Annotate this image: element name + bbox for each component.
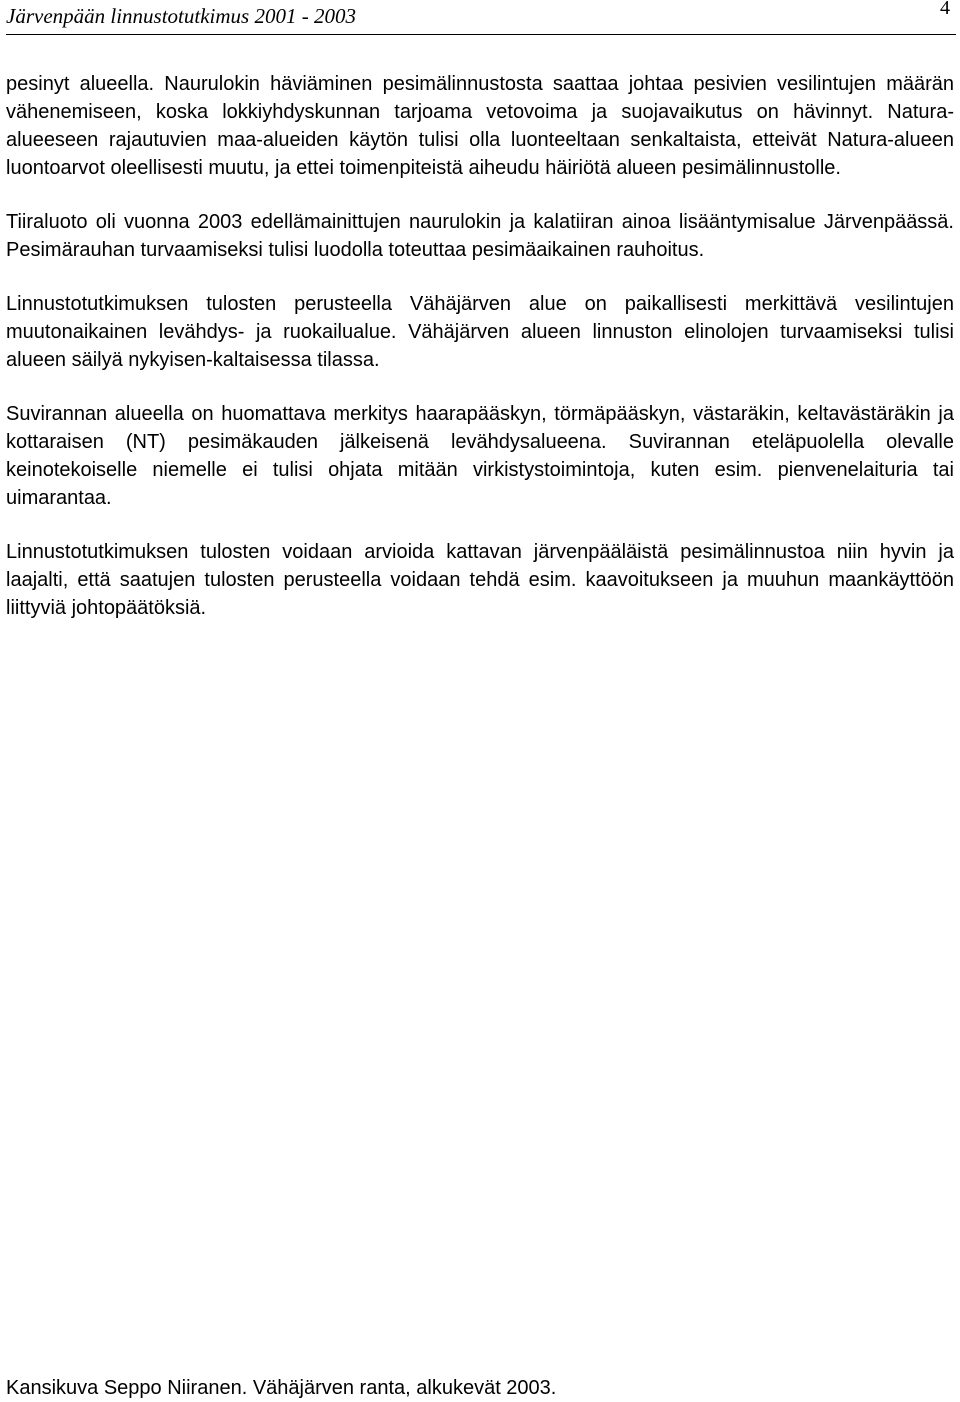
body-text — [6, 70, 954, 648]
paragraph: Linnustotutkimuksen tulosten perusteella Vähäjärven alue on paikallisesti merkittävä vesilintujen muutonaikainen levähdys- ja ruokailualue. Vähäjärven alueen linnuston elinolojen turvaamiseksi tulisi alueen säilyä nykyisen-kaltaisessa tilassa. — [6, 293, 954, 371]
page-number: 4 — [940, 0, 950, 19]
paragraph: pesinyt alueella. Naurulokin häviäminen pesimälinnustosta saattaa johtaa pesivien vesilintujen määrän vähenemiseen, koska lokkiyhdyskunnan tarjoama vetovoima ja suojavaikutus on hävinnyt. Natura-alueeseen rajautuvien maa-alueiden käytön tulisi olla luonteeltaan senkaltaista, etteivät Natura-alueen luontoarvot oleellisesti muutu, ja ettei toimenpiteistä aiheudu häiriötä alueen pesimälinnustolle. — [6, 73, 954, 179]
paragraph: Suvirannan alueella on huomattava merkitys haarapääskyn, törmäpääskyn, västaräkin, keltavästäräkin ja kottaraisen (NT) pesimäkauden jälkeisenä levähdysalueena. Suvirannan eteläpuolella olevalle keinotekoiselle niemelle ei tulisi ohjata mitään virkistystoimintoja, kuten esim. pienvenelaituria tai uimarantaa. — [6, 403, 954, 509]
page-header — [6, 0, 956, 35]
cover-photo-caption: Kansikuva Seppo Niiranen. Vähäjärven ranta, alkukevät 2003. — [6, 1377, 557, 1399]
document-title: Järvenpään linnustotutkimus 2001 - 2003 — [6, 4, 356, 28]
paragraph: Linnustotutkimuksen tulosten voidaan arvioida kattavan järvenpääläistä pesimälinnustoa niin hyvin ja laajalti, että saatujen tulosten perusteella voidaan tehdä esim. kaavoitukseen ja muuhun maankäyttöön liittyviä johtopäätöksiä. — [6, 541, 954, 619]
paragraph: Tiiraluoto oli vuonna 2003 edellämainittujen naurulokin ja kalatiiran ainoa lisääntymisalue Järvenpäässä. Pesimärauhan turvaamiseksi tulisi luodolla toteuttaa pesimäaikainen rauhoitus. — [6, 211, 954, 261]
